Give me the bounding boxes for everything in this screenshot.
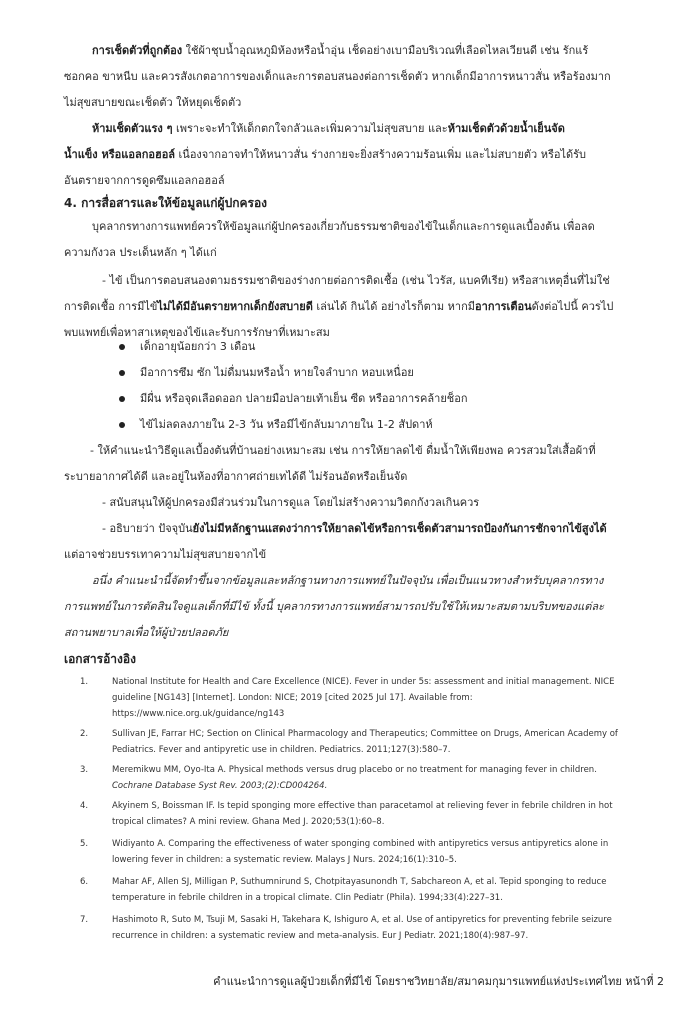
reference-number: 4. [80,801,89,811]
references-heading: เอกสารอ้างอิง [64,652,136,666]
reference-line: recurrence in children: a systematic review and meta-analysis. Eur J Pediatr. 2021;180(4):987–97. [112,931,529,941]
reference-line: Sullivan JE, Farrar HC; Section on Clinical Pharmacology and Therapeutics; Committee on Drugs, American Academy of [112,729,618,739]
para-correct-sponging-line2: ซอกคอ ขาหนีบ และควรสังเกตอาการของเด็กและการตอบสนองต่อการเช็ดตัว หากเด็กมีอาการหนาวสั่น หรือร้องมาก [64,70,611,83]
page-footer: คำแนะนำการดูแลผู้ป่วยเด็กที่มีไข้ โดยราชวิทยาลัย/สมาคมกุมารแพทย์แห่งประเทศไทย หน้าที่ 2 [213,975,664,988]
bold-phrase: ห้ามเช็ดตัวแรง ๆ [92,122,173,135]
reference-line: lowering fever in children: a systematic review. Malays J Nurs. 2024;16(1):310–5. [112,855,457,865]
text-run: เนื่องจากอาจทำให้หนาวสั่น ร่างกายจะยิ่งสร้างความร้อนเพิ่ม และไม่สบายตัว หรือได้รับ [175,148,587,161]
bold-phrase: อาการเตือน [475,300,532,313]
para-no-hard-sponging-line3: อันตรายจากการดูดซึมแอลกอฮอล์ [64,174,225,187]
note-line2: การแพทย์ในการตัดสินใจดูแลเด็กที่มีไข้ ทั้งนี้ บุคลากรทางการแพทย์สามารถปรับใช้ให้เหมาะสมตามบริบทของแต่ละ [64,600,604,613]
reference-number: 3. [80,765,89,775]
reference-line: Cochrane Database Syst Rev. 2003;(2):CD004264. [112,781,328,791]
bullet-dot-icon [119,370,125,376]
text-run: ดังต่อไปนี้ ควรไป [531,300,614,313]
note-line3: สถานพยาบาลเพื่อให้ผู้ป่วยปลอดภัย [64,626,229,639]
intro-line1: บุคลากรทางการแพทย์ควรให้ข้อมูลแก่ผู้ปกครองเกี่ยวกับธรรมชาติของไข้ในเด็กและการดูแลเบื้องต้น เพื่อลด [92,220,595,233]
para-correct-sponging-line3: ไม่สุขสบายขณะเช็ดตัว ให้หยุดเช็ดตัว [64,96,242,109]
para-correct-sponging-line1 [92,44,588,57]
bold-phrase: การเช็ดตัวที่ถูกต้อง [92,44,183,57]
bullet-dot-icon [119,344,125,350]
reference-line: temperature in febrile children in a tropical climate. Clin Pediatr (Phila). 1994;33(4):227–31. [112,893,503,903]
reference-line: National Institute for Health and Care Excellence (NICE). Fever in under 5s: assessment and initial management. NICE [112,677,615,687]
reference-number: 6. [80,877,89,887]
bullet-dot-icon [119,422,125,428]
warning-sign-item: มีผื่น หรือจุดเลือดออก ปลายมือปลายเท้าเย็น ซีด หรืออาการคล้ายช็อก [140,392,468,405]
dash-item-fever-line2 [64,300,613,313]
reference-number: 1. [80,677,89,687]
bold-phrase: น้ำแข็ง หรือแอลกอฮอล์ [64,148,176,161]
dash-item-home-care-line2: ระบายอากาศได้ดี และอยู่ในห้องที่อากาศถ่ายเทได้ดี ไม่ร้อนอัดหรือเย็นจัด [64,470,408,483]
reference-line: Mahar AF, Allen SJ, Milligan P, Suthumnirund S, Chotpitayasunondh T, Sabchareon A, et al. Tepid sponging to reduce [112,877,607,887]
bold-phrase: ห้ามเช็ดตัวด้วยน้ำเย็นจัด [447,122,565,135]
dash-item-fever-line1: - ไข้ เป็นการตอบสนองตามธรรมชาติของร่างกายต่อการติดเชื้อ (เช่น ไวรัส, แบคทีเรีย) หรือสาเหตุอื่นที่ไม่ใช่ [102,274,610,287]
bold-phrase: ยังไม่มีหลักฐานแสดงว่าการให้ยาลดไข้หรือการเช็ดตัวสามารถป้องกันการชักจากไข้สูงได้ [192,522,607,535]
dash-item-support: - สนับสนุนให้ผู้ปกครองมีส่วนร่วมในการดูแล โดยไม่สร้างความวิตกกังวลเกินควร [102,496,480,509]
reference-line: Hashimoto R, Suto M, Tsuji M, Sasaki H, Takehara K, Ishiguro A, et al. Use of antipyretics for preventing febrile seizure [112,915,612,925]
reference-number: 2. [80,729,89,739]
bullet-dot-icon [119,396,125,402]
reference-link[interactable]: https://www.nice.org.uk/guidance/ng143 [112,709,285,719]
warning-sign-item: มีอาการซึม ซัก ไม่ดื่มนมหรือน้ำ หายใจลำบาก หอบเหนื่อย [140,366,414,379]
reference-line: guideline [NG143] [Internet]. London: NICE; 2019 [cited 2025 Jul 17]. Available from: [112,693,473,703]
reference-line: Meremikwu MM, Oyo-Ita A. Physical methods versus drug placebo or no treatment for managing fever in children. [112,765,597,775]
text-run: การติดเชื้อ การมีไข้ [64,300,158,313]
text-run: - อธิบายว่า ปัจจุบัน [102,522,193,535]
text-run: เล่นได้ กินได้ อย่างไรก็ตาม หากมี [312,300,476,313]
reference-line: Akyinem S, Boissman IF. Is tepid sponging more effective than paracetamol at relieving fever in febrile children in hot [112,801,613,811]
reference-line: tropical climates? A mini review. Ghana Med J. 2020;53(1):60–8. [112,817,385,827]
section-heading: 4. การสื่อสารและให้ข้อมูลแก่ผู้ปกครอง [64,196,268,210]
intro-line2: ความกังวล ประเด็นหลัก ๆ ได้แก่ [64,246,217,259]
reference-number: 5. [80,839,89,849]
dash-item-fever-line3: พบแพทย์เพื่อหาสาเหตุของไข้และรับการรักษาที่เหมาะสม [64,326,330,339]
text-run: ใช้ผ้าชุบน้ำอุณหภูมิห้องหรือน้ำอุ่น เช็ดอย่างเบามือบริเวณที่เลือดไหลเวียนดี เช่น รักแร้ [182,44,589,57]
note-line1: อนึ่ง คำแนะนำนี้จัดทำขึ้นจากข้อมูลและหลักฐานทางการแพทย์ในปัจจุบัน เพื่อเป็นแนวทางสำหรับบุคลากรทาง [92,574,604,587]
para-no-hard-sponging-line2 [64,148,586,161]
reference-line: Pediatrics. Fever and antipyretic use in children. Pediatrics. 2011;127(3):580–7. [112,745,451,755]
warning-sign-item: ไข้ไม่ลดลงภายใน 2-3 วัน หรือมีไข้กลับมาภายใน 1-2 สัปดาห์ [140,418,433,431]
warning-sign-item: เด็กอายุน้อยกว่า 3 เดือน [140,340,256,353]
para-no-hard-sponging-line1 [92,122,565,135]
dash-item-explain-line2: แต่อาจช่วยบรรเทาความไม่สุขสบายจากไข้ [64,548,267,561]
dash-item-explain-line1 [102,522,607,535]
bold-phrase: ไม่ได้มีอันตรายหากเด็กยังสบายดี [157,300,313,313]
reference-line: Widiyanto A. Comparing the effectiveness of water sponging combined with antipyretics versus antipyretics alone in [112,839,609,849]
dash-item-home-care-line1: - ให้คำแนะนำวิธีดูแลเบื้องต้นที่บ้านอย่างเหมาะสม เช่น การให้ยาลดไข้ ดื่มน้ำให้เพียงพอ ควรสวมใส่เสื้อผ้าที่ [90,444,596,457]
reference-number: 7. [80,915,89,925]
text-run: เพราะจะทำให้เด็กตกใจกลัวและเพิ่มความไม่สุขสบาย และ [172,122,448,135]
